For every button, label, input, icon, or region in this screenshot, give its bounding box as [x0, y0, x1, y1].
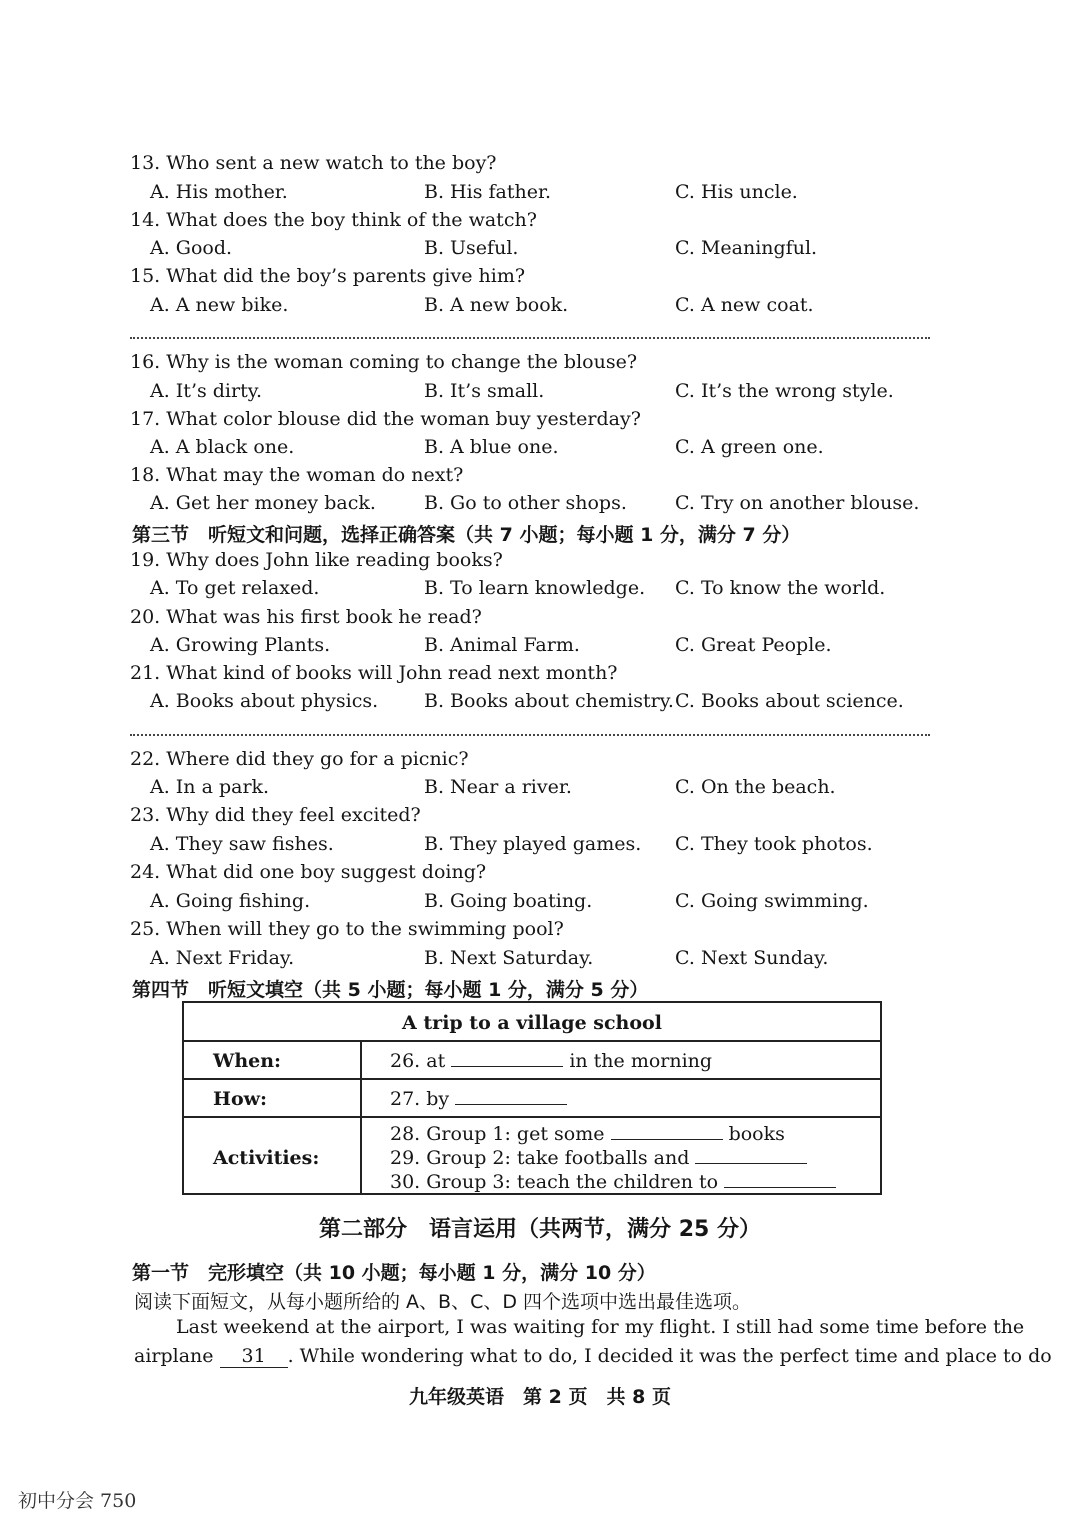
answer-blank-29[interactable] — [695, 1147, 807, 1164]
question-28-line — [390, 1123, 785, 1145]
question-18-option-b: B. Go to other shops. — [424, 492, 627, 514]
question-24-option-c: C. Going swimming. — [675, 890, 869, 912]
question-23-stem: 23. Why did they feel excited? — [130, 804, 421, 826]
question-15-stem: 15. What did the boy’s parents give him? — [130, 265, 526, 287]
cloze-instruction: 阅读下面短文，从每小题所给的 A、B、C、D 四个选项中选出最佳选项。 — [134, 1291, 752, 1313]
page-footer: 九年级英语 第 2 页 共 8 页 — [409, 1386, 671, 1408]
question-17-option-b: B. A blue one. — [424, 436, 559, 458]
question-16-option-c: C. It’s the wrong style. — [675, 380, 894, 402]
answer-blank-26[interactable] — [451, 1050, 563, 1067]
question-18-option-c: C. Try on another blouse. — [675, 492, 920, 514]
part-2-heading: 第二部分 语言运用（共两节，满分 25 分） — [319, 1217, 761, 1242]
passage-line-2-end: . While wondering what to do, I decided it was the perfect time and place to do — [287, 1345, 1052, 1367]
question-17-stem: 17. What color blouse did the woman buy yesterday? — [130, 408, 641, 430]
question-21-stem: 21. What kind of books will John read next month? — [130, 662, 618, 684]
answer-blank-27[interactable] — [455, 1088, 567, 1105]
question-29-line — [390, 1147, 807, 1169]
question-22-option-b: B. Near a river. — [424, 776, 572, 798]
question-28-suffix: books — [728, 1123, 785, 1145]
dotted-separator — [130, 337, 930, 339]
blank-31[interactable]: 31 — [220, 1345, 288, 1368]
question-20-option-b: B. Animal Farm. — [424, 634, 580, 656]
question-14-option-c: C. Meaningful. — [675, 237, 818, 259]
question-30-prefix: 30. Group 3: teach the children to — [390, 1171, 719, 1193]
when-label: When: — [213, 1050, 282, 1072]
question-16-stem: 16. Why is the woman coming to change the blouse? — [130, 351, 638, 373]
question-16-option-a: A. It’s dirty. — [150, 380, 262, 402]
question-13-stem: 13. Who sent a new watch to the boy? — [130, 152, 497, 174]
question-19-option-c: C. To know the world. — [675, 577, 886, 599]
question-19-option-a: A. To get relaxed. — [150, 577, 320, 599]
question-15-option-b: B. A new book. — [424, 294, 569, 316]
section-4-heading: 第四节 听短文填空（共 5 小题；每小题 1 分，满分 5 分） — [132, 979, 649, 1001]
question-13-option-c: C. His uncle. — [675, 181, 798, 203]
question-14-option-a: A. Good. — [150, 237, 233, 259]
question-24-stem: 24. What did one boy suggest doing? — [130, 861, 487, 883]
question-14-stem: 14. What does the boy think of the watch? — [130, 209, 537, 231]
question-15-option-a: A. A new bike. — [150, 294, 289, 316]
question-19-stem: 19. Why does John like reading books? — [130, 549, 503, 571]
question-25-option-a: A. Next Friday. — [150, 947, 295, 969]
question-20-stem: 20. What was his first book he read? — [130, 606, 482, 628]
question-18-option-a: A. Get her money back. — [150, 492, 376, 514]
part-2-section-1-heading: 第一节 完形填空（共 10 小题；每小题 1 分，满分 10 分） — [132, 1262, 656, 1284]
question-24-option-b: B. Going boating. — [424, 890, 593, 912]
question-23-option-a: A. They saw fishes. — [150, 833, 334, 855]
passage-line-2 — [134, 1345, 1052, 1368]
passage-line-2-start: airplane — [134, 1345, 214, 1367]
question-21-option-c: C. Books about science. — [675, 690, 904, 712]
question-29-prefix: 29. Group 2: take footballs and — [390, 1147, 690, 1169]
table-column-divider — [360, 1041, 362, 1193]
question-22-option-a: A. In a park. — [150, 776, 270, 798]
question-14-option-b: B. Useful. — [424, 237, 519, 259]
question-13-option-b: B. His father. — [424, 181, 551, 203]
question-24-option-a: A. Going fishing. — [150, 890, 311, 912]
passage-line-1: Last weekend at the airport, I was waiting for my flight. I still had some time before the — [176, 1316, 1025, 1338]
question-16-option-b: B. It’s small. — [424, 380, 545, 402]
question-25-option-b: B. Next Saturday. — [424, 947, 594, 969]
question-17-option-c: C. A green one. — [675, 436, 824, 458]
question-27-line — [390, 1088, 567, 1110]
question-19-option-b: B. To learn knowledge. — [424, 577, 646, 599]
question-23-option-b: B. They played games. — [424, 833, 642, 855]
question-20-option-a: A. Growing Plants. — [150, 634, 331, 656]
question-15-option-c: C. A new coat. — [675, 294, 814, 316]
table-title: A trip to a village school — [402, 1012, 662, 1034]
question-30-line — [390, 1171, 836, 1193]
fill-in-table — [182, 1001, 882, 1195]
question-18-stem: 18. What may the woman do next? — [130, 464, 464, 486]
question-28-prefix: 28. Group 1: get some — [390, 1123, 605, 1145]
answer-blank-28[interactable] — [611, 1123, 723, 1140]
dotted-separator — [130, 734, 930, 736]
activities-label: Activities: — [213, 1147, 320, 1169]
watermark-text: 初中分会 750 — [18, 1490, 137, 1512]
question-17-option-a: A. A black one. — [150, 436, 295, 458]
question-22-option-c: C. On the beach. — [675, 776, 836, 798]
question-21-option-a: A. Books about physics. — [150, 690, 379, 712]
table-divider — [184, 1078, 880, 1080]
table-divider — [184, 1040, 880, 1042]
question-26-suffix: in the morning — [569, 1050, 713, 1072]
question-20-option-c: C. Great People. — [675, 634, 832, 656]
question-27-prefix: 27. by — [390, 1088, 450, 1110]
section-3-heading: 第三节 听短文和问题，选择正确答案（共 7 小题；每小题 1 分，满分 7 分） — [132, 524, 801, 546]
answer-blank-30[interactable] — [724, 1171, 836, 1188]
table-divider — [184, 1116, 880, 1118]
question-25-stem: 25. When will they go to the swimming pool? — [130, 918, 564, 940]
question-26-prefix: 26. at — [390, 1050, 446, 1072]
question-13-option-a: A. His mother. — [150, 181, 288, 203]
question-22-stem: 22. Where did they go for a picnic? — [130, 748, 469, 770]
question-25-option-c: C. Next Sunday. — [675, 947, 829, 969]
question-26-line — [390, 1050, 712, 1072]
question-21-option-b: B. Books about chemistry. — [424, 690, 674, 712]
question-23-option-c: C. They took photos. — [675, 833, 873, 855]
how-label: How: — [213, 1088, 267, 1110]
